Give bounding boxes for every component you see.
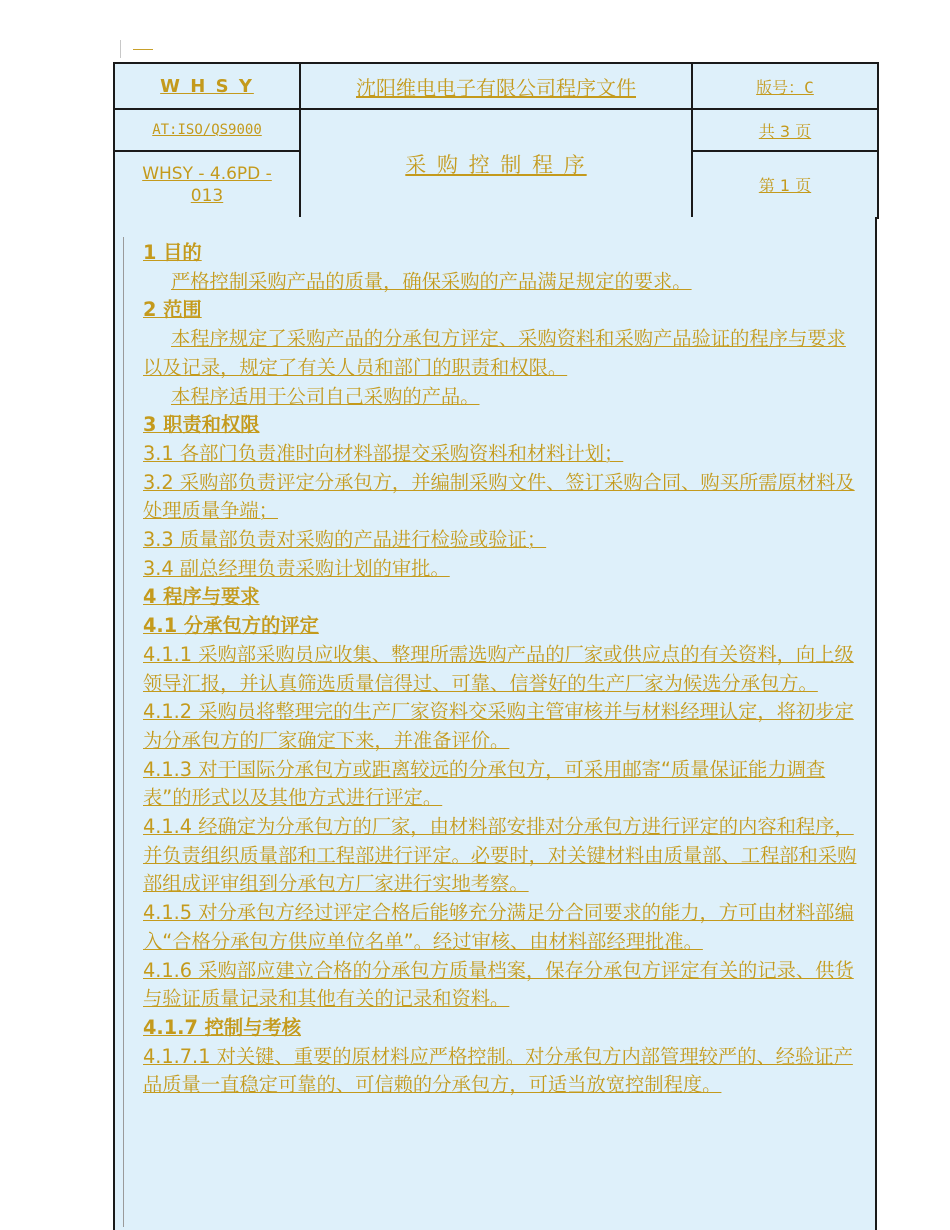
content-paragraph: 本程序规定了采购产品的分承包方评定、采购资料和采购产品验证的程序与要求以及记录，规定了有关人员和部门的职责和权限。 <box>143 327 846 379</box>
dash-mark <box>133 49 153 50</box>
content-paragraph: 3.1 各部门负责准时向材料部提交采购资料和材料计划； <box>143 441 624 465</box>
doc-number: WHSY - 4.6PD - 013 <box>114 151 300 218</box>
section-heading: 1 目的 <box>143 241 202 264</box>
content-paragraph: 4.1.4 经确定为分承包方的厂家，由材料部安排对分承包方进行评定的内容和程序，并负责组织质量部和工程部进行评定。必要时，对关键材料由质量部、工程部和采购部组成评审组到分承包方厂家进行实地考察。 <box>143 815 857 896</box>
content-paragraph: 4.1.7.1 对关键、重要的原材料应严格控制。对分承包方内部管理较严的、经验证产品质量一直稳定可靠的、可信赖的分承包方，可适当放宽控制程度。 <box>143 1044 853 1097</box>
section-heading: 4.1.7 控制与考核 <box>143 1015 302 1039</box>
section-heading: 3 职责和权限 <box>143 413 260 437</box>
section-heading: 4.1 分承包方的评定 <box>143 614 319 638</box>
content-paragraph: 3.4 副总经理负责采购计划的审批。 <box>143 556 450 580</box>
total-pages: 共 3 页 <box>692 109 878 151</box>
content-paragraph: 3.2 采购部负责评定分承包方，并编制采购文件、签订采购合同、购买所需原材料及处理质量争端； <box>143 470 855 523</box>
version-label: 版号：C <box>692 63 878 109</box>
cell-marker <box>120 40 121 58</box>
company-code: W H S Y <box>114 63 300 109</box>
content-paragraph: 4.1.2 采购员将整理完的生产厂家资料交采购主管审核并与材料经理认定，将初步定为分承包方的厂家确定下来，并准备评价。 <box>143 700 854 752</box>
page-number: 第 1 页 <box>692 151 878 218</box>
content-paragraph: 严格控制采购产品的质量，确保采购的产品满足规定的要求。 <box>171 269 692 293</box>
content-paragraph: 本程序适用于公司自己采购的产品。 <box>171 384 480 408</box>
cell-marker <box>123 237 124 1227</box>
content-paragraph: 4.1.1 采购部采购员应收集、整理所需选购产品的厂家或供应点的有关资料，向上级领导汇报，并认真筛选质量信得过、可靠、信誉好的生产厂家为候选分承包方。 <box>143 642 854 695</box>
content-paragraph: 3.3 质量部负责对采购的产品进行检验或验证； <box>143 528 547 552</box>
company-doc-title: 沈阳维电电子有限公司程序文件 <box>300 63 692 109</box>
section-heading: 4 程序与要求 <box>143 585 260 609</box>
content-paragraph: 4.1.5 对分承包方经过评定合格后能够充分满足分合同要求的能力，方可由材料部编入“合格分承包方供应单位名单”。经过审核、由材料部经理批准。 <box>143 901 854 953</box>
content-paragraph: 4.1.3 对于国际分承包方或距离较远的分承包方，可采用邮寄“质量保证能力调查表”的形式以及其他方式进行评定。 <box>143 757 826 810</box>
section-heading: 2 范围 <box>143 298 202 322</box>
procedure-title: 采 购 控 制 程 序 <box>300 109 692 218</box>
document-page <box>113 62 877 1230</box>
content-area <box>113 217 877 1230</box>
header-table <box>113 62 879 219</box>
standard-label: AT:ISO/QS9000 <box>114 109 300 151</box>
content-paragraph: 4.1.6 采购部应建立合格的分承包方质量档案，保存分承包方评定有关的记录、供货与验证质量记录和其他有关的记录和资料。 <box>143 958 854 1011</box>
procedure-content <box>143 239 863 1100</box>
